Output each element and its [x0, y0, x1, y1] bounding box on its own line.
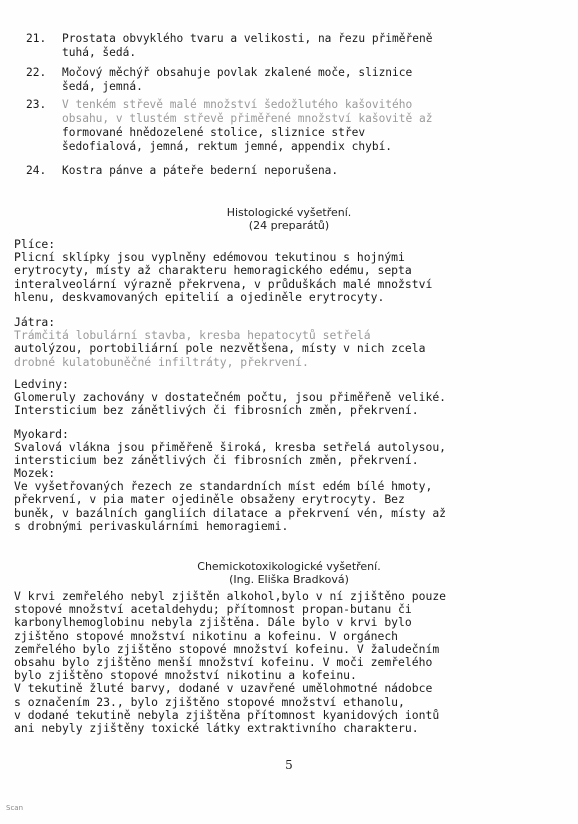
item-number: 24. — [26, 164, 47, 177]
text-line: erytrocyty, místy až charakteru hemoragického edému, septa — [14, 263, 412, 278]
section-label: Játra: — [14, 315, 56, 329]
text-line: interalveolární výrazně překrvena, v průduškách malé množství — [14, 276, 433, 291]
item-text — [62, 66, 560, 94]
text-line: Glomeruly zachovány v dostatečném počtu, jsou přiměřeně veliké. — [14, 390, 447, 405]
section-ledviny — [14, 378, 574, 418]
section-myokard — [14, 428, 574, 468]
page-number: 5 — [285, 758, 293, 772]
text-line: s označením 23., bylo zjištěno stopové množství ethanolu, — [14, 694, 405, 709]
text-line: intersticium bez zánětlivých či fibrosních změn, překrvení. — [14, 453, 419, 468]
scan-stamp: Scan — [6, 804, 24, 812]
histology-title: Histologické vyšetření. — [226, 206, 352, 219]
text-line: Ve vyšetřovaných řezech ze standardních míst edém bílé hmoty, — [14, 479, 433, 494]
section-label: Mozek: — [14, 466, 56, 480]
text-line: zjištěno stopové množství nikotinu a kofeinu. V orgánech — [14, 628, 399, 643]
item-23 — [26, 98, 566, 154]
text-line: šedá, jemná. — [62, 80, 143, 93]
text-line: s drobnými perivaskulárními hemoragiemi. — [14, 518, 289, 533]
text-line: hlenu, deskvamovaných epitelií a ojediněle erytrocyty. — [14, 289, 385, 304]
text-line: obsahu bylo zjištěno menší množství kofeinu. V moči zemřelého — [14, 655, 433, 670]
text-line: Intersticium bez zánětlivých či fibrosních změn, překrvení. — [14, 403, 419, 418]
item-21 — [26, 32, 566, 60]
section-label: Plíce: — [14, 237, 56, 251]
item-text — [62, 32, 560, 60]
section-label: Myokard: — [14, 427, 69, 441]
text-line: stopové množství acetaldehydu; přítomnost propan-butanu či — [14, 602, 412, 617]
text-line: překrvení, v pia mater ojediněle obsaženy erytrocyty. Bez — [14, 492, 405, 507]
text-line: ani nebyly zjištěny toxické látky extraktivního charakteru. — [14, 721, 419, 736]
section-plice — [14, 238, 574, 304]
text-line: šedofialová, jemná, rektum jemné, appendix chybí. — [62, 140, 393, 153]
text-line: Prostata obvyklého tvaru a velikosti, na řezu přiměřeně — [62, 32, 433, 45]
chemistry-subtitle: (Ing. Eliška Bradková) — [229, 573, 349, 586]
text-line: formované hnědozelené stolice, sliznice střev — [62, 126, 366, 139]
text-line: V krvi zemřelého nebyl zjištěn alkohol,bylo v ní zjištěno pouze — [14, 589, 447, 603]
text-line: Kostra pánve a páteře bederní neporušena. — [62, 164, 339, 177]
chemistry-body — [14, 590, 574, 735]
text-line: Močový měchýř obsahuje povlak zkalené moče, sliznice — [62, 66, 413, 79]
item-number: 21. — [26, 32, 47, 45]
text-line: V tekutině žluté barvy, dodané v uzavřené umělohmotné nádobce — [14, 681, 433, 696]
section-mozek — [14, 467, 574, 533]
item-number: 23. — [26, 98, 47, 111]
text-line: Svalová vlákna jsou přiměřeně široká, kresba setřelá autolysou, — [14, 440, 447, 455]
text-line: V tenkém střevě malé množství šedožlutého kašovitého — [62, 98, 413, 111]
item-number: 22. — [26, 66, 47, 79]
text-line: buněk, v bazálních gangliích dilatace a překrvení vén, místy až — [14, 505, 447, 520]
item-text — [62, 164, 560, 178]
section-label: Ledviny: — [14, 377, 69, 391]
text-line: drobné kulatobuněčné infiltráty, překrvení. — [14, 354, 309, 369]
section-jatra — [14, 316, 574, 369]
text-line: bylo zjištěno stopové množství nikotinu a kofeinu. — [14, 668, 357, 683]
chemistry-title: Chemickotoxikologické vyšetření. — [197, 560, 381, 573]
text-line: karbonylhemoglobinu nebyla zjištěna. Dále bylo v krvi bylo — [14, 615, 412, 630]
text-line: Plicní sklípky jsou vyplněny edémovou tekutinou s hojnými — [14, 250, 405, 265]
histology-subtitle: (24 preparátů) — [248, 219, 330, 232]
item-24 — [26, 164, 566, 178]
item-22 — [26, 66, 566, 94]
item-text — [62, 98, 560, 154]
text-line: obsahu, v tlustém střevě přiměřené množství kašovitě až — [62, 112, 433, 125]
text-line: zemřelého bylo zjištěno stopové množství kofeinu. V žaludečním — [14, 641, 440, 656]
text-line: tuhá, šedá. — [62, 46, 137, 59]
text-line: Trámčitá lobulární stavba, kresba hepatocytů setřelá — [14, 328, 371, 343]
text-line: autolýzou, portobiliární pole nezvětšena, místy v nich zcela — [14, 341, 426, 356]
text-line: v dodané tekutině nebyla zjištěna přítomnost kyanidových iontů — [14, 707, 440, 722]
